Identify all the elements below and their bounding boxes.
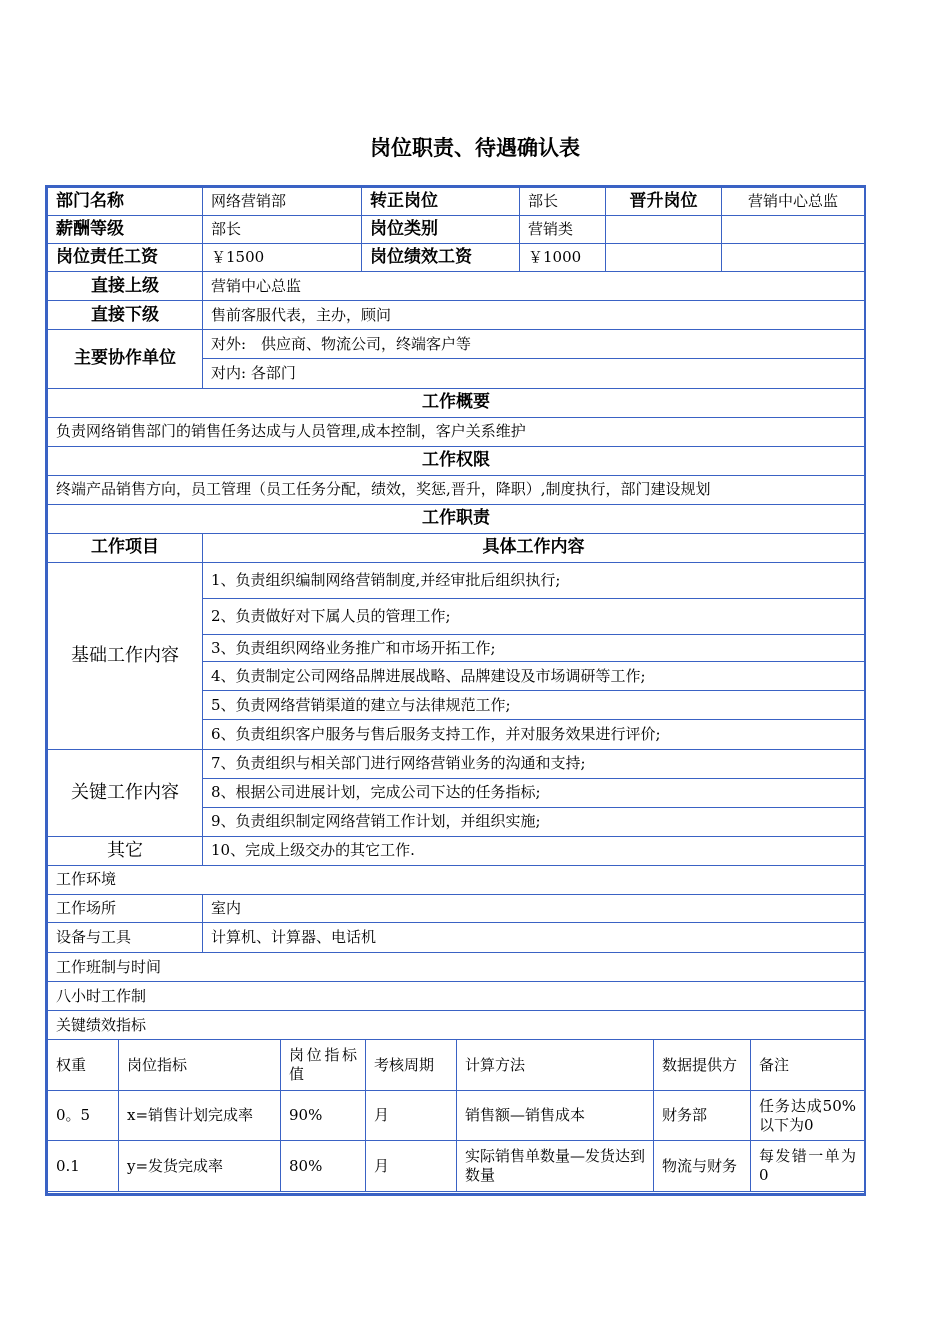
duty-item: 10、完成上级交办的其它工作. xyxy=(203,836,865,865)
dept-label: 部门名称 xyxy=(48,188,203,216)
position-table xyxy=(45,185,866,1196)
col-item-header: 工作项目 xyxy=(48,533,203,562)
regular-pos-label: 转正岗位 xyxy=(362,188,520,216)
kpi-cell: 每发错一单为0 xyxy=(751,1141,865,1192)
coop-internal: 对内: 各部门 xyxy=(203,359,865,388)
kpi-cell: 任务达成50%以下为0 xyxy=(751,1091,865,1141)
place-label: 工作场所 xyxy=(48,894,203,922)
duty-item: 8、根据公司进展计划，完成公司下达的任务指标; xyxy=(203,778,865,807)
key-duties-label: 关键工作内容 xyxy=(48,749,203,836)
kpi-col-header: 备注 xyxy=(751,1040,865,1091)
kpi-cell: 财务部 xyxy=(654,1091,751,1141)
basic-duties-label: 基础工作内容 xyxy=(48,563,203,750)
empty-cell xyxy=(722,244,865,272)
tools-label: 设备与工具 xyxy=(48,922,203,952)
duty-item: 9、负责组织制定网络营销工作计划，并组织实施; xyxy=(203,807,865,836)
kpi-heading: 关键绩效指标 xyxy=(48,1011,865,1040)
pos-type-value: 营销类 xyxy=(520,216,606,244)
kpi-table xyxy=(48,1040,865,1193)
kpi-cell: 月 xyxy=(366,1141,457,1192)
salary-grade-label: 薪酬等级 xyxy=(48,216,203,244)
duty-item: 5、负责网络营销渠道的建立与法律规范工作; xyxy=(203,691,865,720)
kpi-cell: 90% xyxy=(281,1091,366,1141)
authority-text: 终端产品销售方向，员工管理（员工任务分配，绩效，奖惩,晋升，降职）,制度执行，部门建设规划 xyxy=(48,475,865,504)
document-title: 岗位职责、待遇确认表 xyxy=(370,136,580,160)
duty-item: 6、负责组织客户服务与售后服务支持工作，并对服务效果进行评价; xyxy=(203,720,865,749)
dept-value: 网络营销部 xyxy=(203,188,362,216)
authority-heading: 工作权限 xyxy=(48,446,865,475)
perf-salary-label: 岗位绩效工资 xyxy=(362,244,520,272)
duty-item: 3、负责组织网络业务推广和市场开拓工作; xyxy=(203,635,865,662)
kpi-cell: 0。5 xyxy=(48,1091,119,1141)
kpi-cell: 月 xyxy=(366,1091,457,1141)
kpi-cell: y=发货完成率 xyxy=(119,1141,281,1192)
other-duties-label: 其它 xyxy=(48,836,203,865)
superior-label: 直接上级 xyxy=(48,272,203,301)
kpi-col-header: 岗位指标值 xyxy=(281,1040,366,1091)
duty-item: 4、负责制定公司网络品牌进展战略、品牌建设及市场调研等工作; xyxy=(203,662,865,691)
kpi-row xyxy=(48,1141,865,1192)
shift-value: 八小时工作制 xyxy=(48,982,865,1011)
duty-item: 7、负责组织与相关部门进行网络营销业务的沟通和支持; xyxy=(203,749,865,778)
kpi-col-header: 数据提供方 xyxy=(654,1040,751,1091)
kpi-cell: 0.1 xyxy=(48,1141,119,1192)
resp-salary-label: 岗位责任工资 xyxy=(48,244,203,272)
overview-text: 负责网络销售部门的销售任务达成与人员管理,成本控制，客户关系维护 xyxy=(48,417,865,446)
promo-pos-label: 晋升岗位 xyxy=(606,188,722,216)
empty-cell xyxy=(722,216,865,244)
promo-pos-value: 营销中心总监 xyxy=(722,188,865,216)
kpi-cell: 销售额—销售成本 xyxy=(457,1091,654,1141)
empty-cell xyxy=(606,244,722,272)
kpi-col-header: 岗位指标 xyxy=(119,1040,281,1091)
kpi-cell: x=销售计划完成率 xyxy=(119,1091,281,1141)
kpi-row xyxy=(48,1091,865,1141)
resp-salary-value: ￥1500 xyxy=(203,244,362,272)
kpi-col-header: 考核周期 xyxy=(366,1040,457,1091)
subordinate-value: 售前客服代表，主办，顾问 xyxy=(203,301,865,330)
coop-label: 主要协作单位 xyxy=(48,330,203,388)
overview-heading: 工作概要 xyxy=(48,388,865,417)
subordinate-label: 直接下级 xyxy=(48,301,203,330)
kpi-col-header: 权重 xyxy=(48,1040,119,1091)
kpi-cell: 80% xyxy=(281,1141,366,1192)
duty-item: 1、负责组织编制网络营销制度,并经审批后组织执行; xyxy=(203,563,865,599)
superior-value: 营销中心总监 xyxy=(203,272,865,301)
shift-label: 工作班制与时间 xyxy=(48,953,865,982)
environment-heading: 工作环境 xyxy=(48,865,865,894)
regular-pos-value: 部长 xyxy=(520,188,606,216)
pos-type-label: 岗位类别 xyxy=(362,216,520,244)
coop-external: 对外: 供应商、物流公司，终端客户等 xyxy=(203,330,865,359)
kpi-container xyxy=(48,1040,865,1194)
kpi-cell: 实际销售单数量—发货达到数量 xyxy=(457,1141,654,1192)
duties-heading: 工作职责 xyxy=(48,504,865,533)
salary-grade-value: 部长 xyxy=(203,216,362,244)
kpi-col-header: 计算方法 xyxy=(457,1040,654,1091)
empty-cell xyxy=(606,216,722,244)
kpi-cell: 物流与财务 xyxy=(654,1141,751,1192)
col-content-header: 具体工作内容 xyxy=(203,533,865,562)
duty-item: 2、负责做好对下属人员的管理工作; xyxy=(203,599,865,635)
place-value: 室内 xyxy=(203,894,865,922)
tools-value: 计算机、计算器、电话机 xyxy=(203,922,865,952)
perf-salary-value: ￥1000 xyxy=(520,244,606,272)
